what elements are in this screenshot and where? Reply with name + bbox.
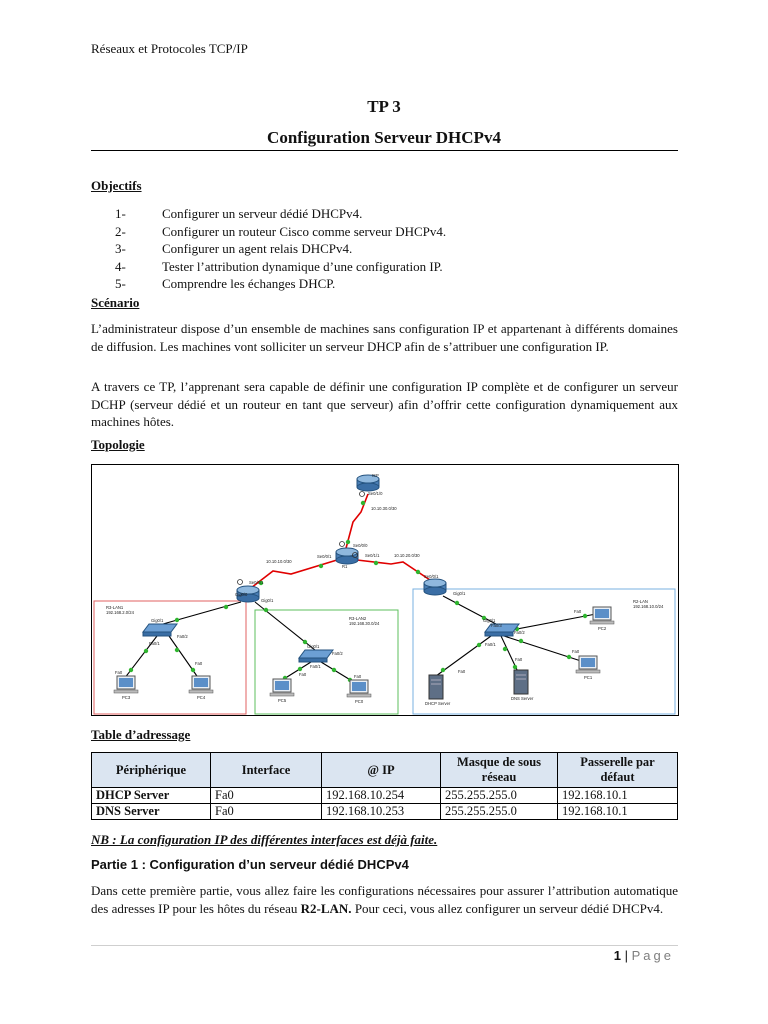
- svg-text:Fa0: Fa0: [574, 609, 582, 614]
- addressing-heading: Table d’adressage: [91, 727, 191, 742]
- dns-server-icon: [514, 670, 528, 694]
- svg-text:PC0: PC0: [355, 699, 364, 704]
- topology-diagram: [91, 464, 679, 716]
- svg-text:10.10.10.0/30: 10.10.10.0/30: [266, 559, 292, 564]
- table-row: DHCP Server Fa0 192.168.10.254 255.255.255.0 192.168.10.1: [92, 788, 678, 804]
- svg-text:Fa0: Fa0: [515, 657, 523, 662]
- objectives-list: [91, 205, 446, 293]
- svg-text:Fa0/3: Fa0/3: [491, 623, 502, 628]
- svg-text:Fa0/2: Fa0/2: [177, 634, 188, 639]
- list-item: 1- Configurer un serveur dédié DHCPv4.: [115, 206, 363, 221]
- list-item: 3- Configurer un agent relais DHCPv4.: [115, 241, 353, 256]
- list-item: 5- Comprendre les échanges DHCP.: [115, 276, 336, 291]
- part1-title: Partie 1 : Configuration d’un serveur dédié DHCPv4: [91, 857, 409, 872]
- col-mask: Masque de sous réseau: [441, 753, 558, 788]
- svg-text:R2-LAN: R2-LAN: [633, 599, 648, 604]
- svg-text:PC2: PC2: [598, 626, 607, 631]
- svg-text:ISP: ISP: [372, 473, 379, 478]
- title-rule: [91, 150, 678, 151]
- pc3-icon: [114, 676, 138, 693]
- scenario-paragraph-2: A travers ce TP, l’apprenant sera capable de définir une configuration IP complète et de configurer un serveur DCHP (serveur dédié et un routeur en tant que serveur) afin d’offrir cette configuration dynamiquement aux machines hôtes.: [91, 379, 678, 429]
- doc-title: TP 3: [367, 97, 401, 116]
- addressing-table: [91, 752, 678, 820]
- svg-text:Fa0/2: Fa0/2: [332, 651, 343, 656]
- svg-text:Gig0/1: Gig0/1: [151, 618, 164, 623]
- svg-text:Fa0: Fa0: [458, 669, 466, 674]
- svg-text:Gig0/1: Gig0/1: [453, 591, 466, 596]
- svg-text:R3-LAN2: R3-LAN2: [349, 616, 367, 621]
- objectives-heading: Objectifs: [91, 178, 142, 193]
- svg-text:Se0/1/0: Se0/1/0: [368, 491, 383, 496]
- scenario-heading: Scénario: [91, 295, 140, 310]
- svg-text:10.10.30.0/30: 10.10.30.0/30: [371, 506, 397, 511]
- svg-text:Gig0/1: Gig0/1: [483, 618, 496, 623]
- page-footer: 1 | Page: [613, 948, 674, 963]
- table-header-row: [92, 753, 678, 788]
- list-item: 2- Configurer un routeur Cisco comme serveur DHCPv4.: [115, 223, 447, 239]
- svg-text:Fa0/2: Fa0/2: [514, 630, 525, 635]
- pc4-icon: [189, 676, 213, 693]
- svg-text:PC1: PC1: [584, 675, 593, 680]
- svg-text:Fa0: Fa0: [115, 670, 123, 675]
- running-header: Réseaux et Protocoles TCP/IP: [91, 41, 248, 56]
- svg-text:Gig0/0: Gig0/0: [235, 592, 248, 597]
- pc6-icon: [347, 680, 371, 697]
- svg-text:Fa0: Fa0: [572, 649, 580, 654]
- pc1-icon: [576, 656, 600, 673]
- svg-text:Fa0/1: Fa0/1: [149, 641, 160, 646]
- svg-text:Se0/1/1: Se0/1/1: [365, 553, 380, 558]
- svg-text:PC5: PC5: [278, 698, 287, 703]
- list-item: 4- Tester l’attribution dynamique d’une configuration IP.: [115, 258, 443, 274]
- router-r1: [336, 548, 358, 564]
- svg-text:PC3: PC3: [122, 695, 131, 700]
- svg-text:DHCP Server: DHCP Server: [425, 701, 451, 706]
- router-r2: [424, 579, 446, 595]
- col-interface: Interface: [211, 753, 322, 788]
- svg-text:192.168.10.0/24: 192.168.10.0/24: [633, 604, 664, 609]
- svg-text:Fa0/1: Fa0/1: [485, 642, 496, 647]
- col-device: Périphérique: [92, 753, 211, 788]
- footer-rule: [91, 945, 678, 946]
- pc2-icon: [590, 607, 614, 624]
- col-ip: @ IP: [322, 753, 441, 788]
- svg-text:Fa0/1: Fa0/1: [310, 664, 321, 669]
- table-row: DNS Server Fa0 192.168.10.253 255.255.255.0 192.168.10.1: [92, 804, 678, 820]
- part1-paragraph: Dans cette première partie, vous allez faire les configurations nécessaires pour assurer l’attribution automatique des adresses IP pour les hôtes du réseau R2-LAN. Pour ceci, vous allez configurer un serveur dédié DHCPv4.: [91, 883, 678, 916]
- dhcp-server-icon: [429, 675, 443, 699]
- doc-subtitle: Configuration Serveur DHCPv4: [267, 128, 501, 147]
- svg-text:R3-LAN1: R3-LAN1: [106, 605, 124, 610]
- svg-text:Se0/0/1: Se0/0/1: [424, 574, 439, 579]
- svg-text:DNS Server: DNS Server: [511, 696, 534, 701]
- svg-text:10.10.20.0/30: 10.10.20.0/30: [394, 553, 420, 558]
- svg-text:Gig0/1: Gig0/1: [261, 598, 274, 603]
- svg-text:Se0/0/1: Se0/0/1: [249, 580, 264, 585]
- svg-text:192.168.30.0/24: 192.168.30.0/24: [349, 621, 380, 626]
- svg-text:Gig0/1: Gig0/1: [307, 644, 320, 649]
- config-note: NB : La configuration IP des différentes interfaces est déjà faite.: [91, 832, 438, 847]
- svg-text:Se0/0/0: Se0/0/0: [353, 543, 368, 548]
- svg-text:Fa0: Fa0: [195, 661, 203, 666]
- svg-text:Fa0: Fa0: [354, 674, 362, 679]
- svg-text:Se0/0/1: Se0/0/1: [317, 554, 332, 559]
- svg-text:192.168.2.0/24: 192.168.2.0/24: [106, 610, 134, 615]
- scenario-paragraph-1: L’administrateur dispose d’un ensemble de machines sans configuration IP et appartenant à différents domaines de diffusion. Les machines vont solliciter un serveur DHCP afin de s’attribuer une configuration IP.: [91, 321, 678, 354]
- pc5-icon: [270, 679, 294, 696]
- svg-text:Fa0: Fa0: [299, 672, 307, 677]
- svg-text:R1: R1: [342, 564, 348, 569]
- svg-text:PC4: PC4: [197, 695, 206, 700]
- topology-heading: Topologie: [91, 437, 145, 452]
- col-gateway: Passerelle par défaut: [558, 753, 678, 788]
